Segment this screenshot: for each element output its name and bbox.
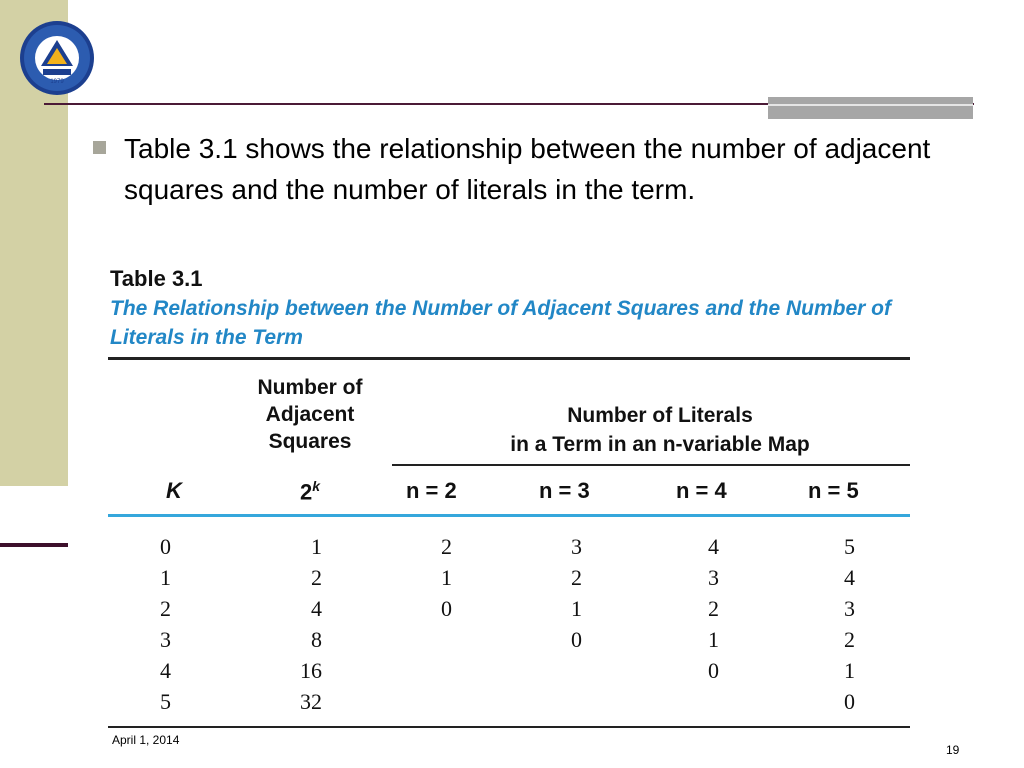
cell-n5: 3 bbox=[844, 596, 855, 621]
cell-k: 0 bbox=[160, 534, 171, 559]
col-header-2k: 2$^k$ bbox=[300, 478, 321, 505]
col-header-n4: n = 4 bbox=[676, 478, 727, 503]
cell-n2: 2 bbox=[441, 534, 452, 559]
header-adjacent-squares bbox=[230, 374, 390, 455]
university-seal-icon bbox=[19, 20, 95, 96]
side-rule bbox=[0, 543, 68, 547]
table-number: Table 3.1 bbox=[110, 266, 203, 291]
cell-n3: 0 bbox=[571, 627, 582, 652]
cell-squares: 32 bbox=[300, 689, 322, 714]
cell-squares: 16 bbox=[300, 658, 322, 683]
cell-squares: 1 bbox=[311, 534, 322, 559]
header-adjacent-line: Squares bbox=[268, 430, 352, 453]
cell-k: 2 bbox=[160, 596, 171, 621]
table-subheader-rule bbox=[392, 464, 910, 466]
page-number: 19 bbox=[946, 743, 960, 757]
header-literals-line: in a Term in an n-variable Map bbox=[510, 433, 810, 456]
col-header-k: K bbox=[166, 478, 182, 503]
cell-n5: 1 bbox=[844, 658, 855, 683]
table-top-rule bbox=[108, 357, 910, 360]
cell-n4: 3 bbox=[708, 565, 719, 590]
cell-n4: 0 bbox=[708, 658, 719, 683]
header-adjacent-line: Number of bbox=[257, 376, 363, 399]
header-number-of-literals bbox=[440, 401, 880, 459]
col-header-n3: n = 3 bbox=[539, 478, 590, 503]
cell-squares: 8 bbox=[311, 627, 322, 652]
cell-n5: 5 bbox=[844, 534, 855, 559]
header-adjacent-line: Adjacent bbox=[265, 403, 355, 426]
cell-n3: 2 bbox=[571, 565, 582, 590]
header-literals-line: Number of Literals bbox=[567, 404, 753, 427]
cell-n2: 0 bbox=[441, 596, 452, 621]
header-accent-block bbox=[768, 97, 973, 119]
cell-n5: 4 bbox=[844, 565, 855, 590]
cell-k: 5 bbox=[160, 689, 171, 714]
table-caption: The Relationship between the Number of Adjacent Squares and the Number of Literals in the Term bbox=[110, 297, 891, 349]
cell-n3: 1 bbox=[571, 596, 582, 621]
footer-date: April 1, 2014 bbox=[112, 733, 180, 747]
cell-n4: 2 bbox=[708, 596, 719, 621]
bullet-text: Table 3.1 shows the relationship between the number of adjacent squares and the number of literals in the term. bbox=[124, 133, 931, 205]
cell-n4: 1 bbox=[708, 627, 719, 652]
logo-year: 1979 bbox=[50, 79, 64, 85]
cell-squares: 4 bbox=[311, 596, 322, 621]
table-header-rule bbox=[108, 514, 910, 517]
cell-k: 4 bbox=[160, 658, 171, 683]
cell-k: 3 bbox=[160, 627, 171, 652]
cell-n2: 1 bbox=[441, 565, 452, 590]
cell-n3: 3 bbox=[571, 534, 582, 559]
bullet-square-icon bbox=[93, 141, 106, 154]
cell-n5: 2 bbox=[844, 627, 855, 652]
table-bottom-rule bbox=[108, 726, 910, 728]
cell-n4: 4 bbox=[708, 534, 719, 559]
col-header-n2: n = 2 bbox=[406, 478, 457, 503]
cell-k: 1 bbox=[160, 565, 171, 590]
cell-n5: 0 bbox=[844, 689, 855, 714]
col-header-n5: n = 5 bbox=[808, 478, 859, 503]
cell-squares: 2 bbox=[311, 565, 322, 590]
